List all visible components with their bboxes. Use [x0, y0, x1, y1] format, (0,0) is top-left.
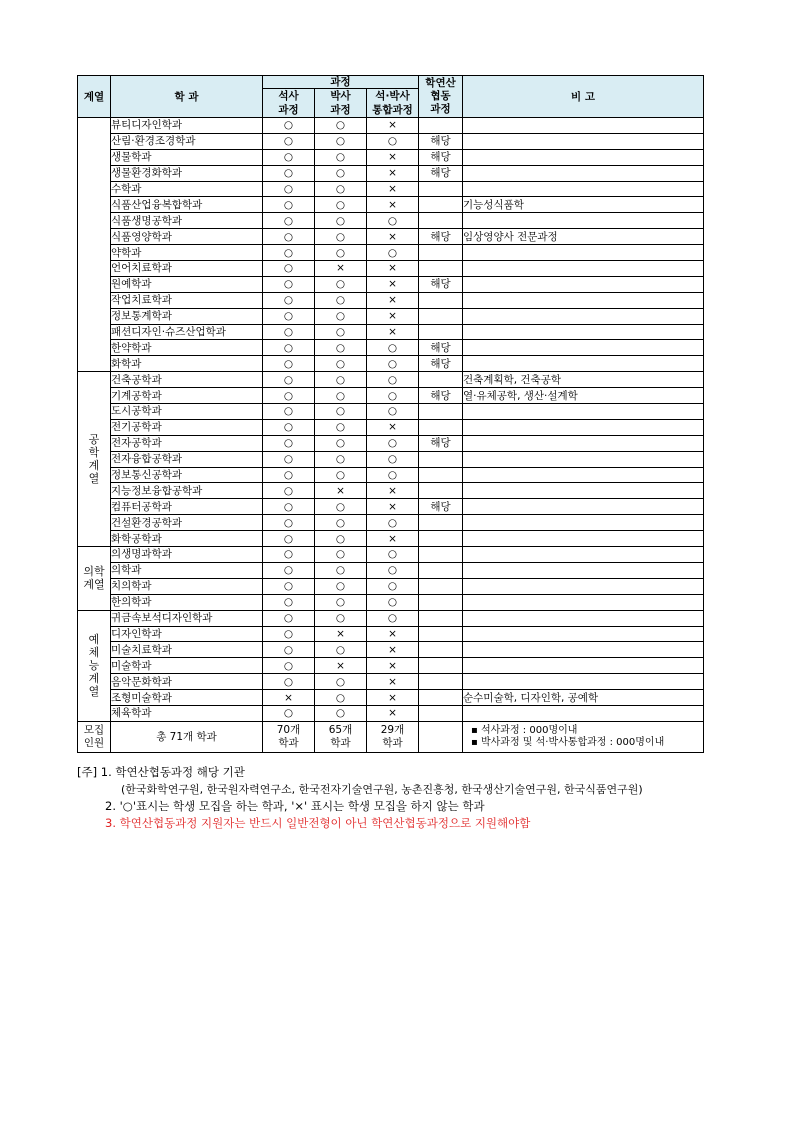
remark-cell [463, 149, 704, 165]
integrated-mark: × [367, 642, 419, 658]
master-mark: ○ [263, 578, 315, 594]
doctor-mark: ○ [315, 181, 367, 197]
table-row [78, 515, 704, 531]
dept-name: 음악문화학과 [111, 674, 263, 690]
master-mark: × [263, 690, 315, 706]
field-cell: 공학계열 [78, 372, 111, 547]
dept-name: 원예학과 [111, 276, 263, 292]
dept-name: 조형미술학과 [111, 690, 263, 706]
field-cell [78, 118, 111, 372]
master-mark: ○ [263, 356, 315, 372]
integrated-mark: × [367, 483, 419, 499]
doctor-mark: ○ [315, 435, 367, 451]
dept-name: 전자융합공학과 [111, 451, 263, 467]
integrated-mark: ○ [367, 388, 419, 404]
master-mark: ○ [263, 292, 315, 308]
dept-name: 체육학과 [111, 705, 263, 721]
footer-label: 모집인원 [78, 721, 111, 752]
doctor-mark: ○ [315, 356, 367, 372]
integrated-mark: ○ [367, 404, 419, 420]
coop-mark [419, 515, 463, 531]
coop-mark [419, 372, 463, 388]
table-row [78, 658, 704, 674]
table-row [78, 690, 704, 706]
doctor-mark: × [315, 483, 367, 499]
remark-cell [463, 165, 704, 181]
footer-master-count: 70개 학과 [263, 721, 315, 752]
master-mark: ○ [263, 324, 315, 340]
note-2: 2. '○'표시는 학생 모집을 하는 학과, '×' 표시는 학생 모집을 하지 않는 학과 [105, 799, 485, 813]
master-mark: ○ [263, 181, 315, 197]
master-mark: ○ [263, 642, 315, 658]
integrated-mark: × [367, 181, 419, 197]
dept-name: 약학과 [111, 245, 263, 261]
coop-mark [419, 308, 463, 324]
integrated-mark: ○ [367, 372, 419, 388]
master-mark: ○ [263, 213, 315, 229]
dept-name: 한의학과 [111, 594, 263, 610]
dept-name: 정보통신공학과 [111, 467, 263, 483]
dept-name: 기계공학과 [111, 388, 263, 404]
coop-mark: 해당 [419, 356, 463, 372]
doctor-mark: ○ [315, 499, 367, 515]
table-row [78, 229, 704, 245]
table-body [78, 118, 704, 722]
table-row [78, 245, 704, 261]
master-mark: ○ [263, 435, 315, 451]
master-mark: ○ [263, 372, 315, 388]
dept-name: 뷰티디자인학과 [111, 118, 263, 134]
table-row [78, 356, 704, 372]
integrated-mark: ○ [367, 213, 419, 229]
doctor-mark: ○ [315, 404, 367, 420]
course-group-header: 과정 [263, 76, 419, 89]
coop-header: 학연산 협동 과정 [419, 76, 463, 118]
footer-coop [419, 721, 463, 752]
doctor-mark: ○ [315, 515, 367, 531]
coop-mark [419, 451, 463, 467]
doctor-mark: ○ [315, 674, 367, 690]
remark-cell: 임상영양사 전문과정 [463, 229, 704, 245]
coop-mark [419, 419, 463, 435]
coop-mark [419, 626, 463, 642]
integrated-mark: × [367, 658, 419, 674]
remark-cell [463, 562, 704, 578]
remark-cell: 기능성식품학 [463, 197, 704, 213]
remarks-header: 비 고 [463, 76, 704, 118]
integrated-mark: × [367, 229, 419, 245]
table-row [78, 610, 704, 626]
master-mark: ○ [263, 261, 315, 277]
integrated-mark: × [367, 308, 419, 324]
table-row [78, 467, 704, 483]
table-row [78, 276, 704, 292]
coop-mark [419, 610, 463, 626]
master-mark: ○ [263, 340, 315, 356]
dept-name: 화학공학과 [111, 531, 263, 547]
doctor-mark: ○ [315, 245, 367, 261]
master-mark: ○ [263, 388, 315, 404]
remark-cell [463, 578, 704, 594]
master-mark: ○ [263, 499, 315, 515]
remark-cell [463, 181, 704, 197]
table-row [78, 213, 704, 229]
coop-mark [419, 562, 463, 578]
dept-name: 미술치료학과 [111, 642, 263, 658]
footer-total: 총 71개 학과 [111, 721, 263, 752]
integrated-mark: ○ [367, 435, 419, 451]
remark-cell [463, 594, 704, 610]
remark-cell [463, 467, 704, 483]
doctor-mark: ○ [315, 705, 367, 721]
master-mark: ○ [263, 133, 315, 149]
integrated-mark: ○ [367, 133, 419, 149]
coop-mark [419, 690, 463, 706]
remark-cell [463, 547, 704, 563]
doctor-mark: ○ [315, 292, 367, 308]
table-row [78, 594, 704, 610]
table-row [78, 578, 704, 594]
dept-name: 식품영양학과 [111, 229, 263, 245]
dept-name: 산림·환경조경학과 [111, 133, 263, 149]
dept-name: 전자공학과 [111, 435, 263, 451]
dept-name: 생물학과 [111, 149, 263, 165]
master-mark: ○ [263, 674, 315, 690]
remark-cell [463, 213, 704, 229]
master-mark: ○ [263, 276, 315, 292]
coop-mark [419, 467, 463, 483]
coop-mark: 해당 [419, 499, 463, 515]
remark-cell [463, 626, 704, 642]
master-mark: ○ [263, 165, 315, 181]
remark-cell [463, 261, 704, 277]
dept-name: 한약학과 [111, 340, 263, 356]
dept-name: 전기공학과 [111, 419, 263, 435]
table-row [78, 674, 704, 690]
dept-name: 작업치료학과 [111, 292, 263, 308]
table-row [78, 451, 704, 467]
doctor-mark: ○ [315, 690, 367, 706]
remark-cell [463, 531, 704, 547]
integrated-mark: ○ [367, 467, 419, 483]
remark-cell [463, 404, 704, 420]
field-cell: 예체능계열 [78, 610, 111, 721]
coop-mark: 해당 [419, 229, 463, 245]
remark-cell [463, 133, 704, 149]
table-row [78, 404, 704, 420]
integrated-mark: × [367, 690, 419, 706]
table-row [78, 292, 704, 308]
coop-mark: 해당 [419, 388, 463, 404]
doctor-mark: ○ [315, 451, 367, 467]
remark-cell [463, 705, 704, 721]
master-mark: ○ [263, 118, 315, 134]
doctor-mark: ○ [315, 149, 367, 165]
field-header: 계열 [78, 76, 111, 118]
doctor-mark: ○ [315, 372, 367, 388]
coop-mark [419, 245, 463, 261]
doctor-mark: ○ [315, 531, 367, 547]
footer-bullets [463, 721, 704, 752]
master-header: 석사 과정 [263, 89, 315, 118]
table-row [78, 562, 704, 578]
integrated-mark: × [367, 674, 419, 690]
table-row [78, 197, 704, 213]
doctor-mark: ○ [315, 419, 367, 435]
coop-mark [419, 658, 463, 674]
dept-name: 도시공학과 [111, 404, 263, 420]
master-mark: ○ [263, 658, 315, 674]
note-1-sub: (한국화학연구원, 한국원자력연구소, 한국전자기술연구원, 농촌진흥청, 한국생산기술연구원, 한국식품연구원) [121, 783, 643, 796]
footer-integrated-count: 29개 학과 [367, 721, 419, 752]
master-mark: ○ [263, 547, 315, 563]
master-mark: ○ [263, 245, 315, 261]
coop-mark: 해당 [419, 340, 463, 356]
master-mark: ○ [263, 626, 315, 642]
coop-mark [419, 197, 463, 213]
coop-mark [419, 118, 463, 134]
coop-mark: 해당 [419, 165, 463, 181]
remark-cell [463, 642, 704, 658]
integrated-mark: × [367, 197, 419, 213]
integrated-mark: × [367, 626, 419, 642]
master-mark: ○ [263, 229, 315, 245]
table-row [78, 133, 704, 149]
remark-cell [463, 435, 704, 451]
remark-cell [463, 499, 704, 515]
integrated-mark: × [367, 324, 419, 340]
table-row [78, 705, 704, 721]
master-mark: ○ [263, 419, 315, 435]
dept-name: 지능정보융합공학과 [111, 483, 263, 499]
doctor-mark: ○ [315, 133, 367, 149]
table-row [78, 388, 704, 404]
integrated-mark: ○ [367, 562, 419, 578]
dept-name: 패션디자인·슈즈산업학과 [111, 324, 263, 340]
table-row [78, 165, 704, 181]
coop-mark [419, 483, 463, 499]
master-mark: ○ [263, 483, 315, 499]
table-row [78, 531, 704, 547]
note-1: [주] 1. 학연산협동과정 해당 기관 [77, 765, 245, 779]
remark-cell: 열·유체공학, 생산·설계학 [463, 388, 704, 404]
dept-header: 학 과 [111, 76, 263, 118]
table-row [78, 483, 704, 499]
coop-mark [419, 674, 463, 690]
integrated-mark: ○ [367, 451, 419, 467]
table-row [78, 372, 704, 388]
coop-mark: 해당 [419, 133, 463, 149]
doctor-mark: ○ [315, 276, 367, 292]
doctor-mark: ○ [315, 547, 367, 563]
master-mark: ○ [263, 308, 315, 324]
remark-cell [463, 118, 704, 134]
integrated-mark: × [367, 276, 419, 292]
doctor-header: 박사 과정 [315, 89, 367, 118]
table-row [78, 626, 704, 642]
coop-mark [419, 261, 463, 277]
integrated-mark: × [367, 419, 419, 435]
master-mark: ○ [263, 197, 315, 213]
department-table [77, 75, 704, 753]
doctor-mark: ○ [315, 324, 367, 340]
integrated-mark: × [367, 261, 419, 277]
dept-name: 식품생명공학과 [111, 213, 263, 229]
master-mark: ○ [263, 562, 315, 578]
integrated-mark: ○ [367, 515, 419, 531]
doctor-mark: × [315, 261, 367, 277]
coop-mark [419, 213, 463, 229]
doctor-mark: ○ [315, 213, 367, 229]
remark-cell [463, 419, 704, 435]
table-row [78, 181, 704, 197]
remark-cell [463, 245, 704, 261]
footer-doctor-count: 65개 학과 [315, 721, 367, 752]
remark-cell [463, 451, 704, 467]
integrated-mark: × [367, 292, 419, 308]
coop-mark [419, 324, 463, 340]
dept-name: 정보통계학과 [111, 308, 263, 324]
doctor-mark: ○ [315, 118, 367, 134]
table-row [78, 642, 704, 658]
integrated-mark: ○ [367, 245, 419, 261]
integrated-mark: × [367, 118, 419, 134]
integrated-mark: ○ [367, 547, 419, 563]
dept-name: 미술학과 [111, 658, 263, 674]
doctor-mark: ○ [315, 165, 367, 181]
coop-mark [419, 642, 463, 658]
remark-cell [463, 292, 704, 308]
bullet-item: ▪ 박사과정 및 석·박사통합과정 : 000명이내 [471, 736, 665, 748]
integrated-mark: × [367, 149, 419, 165]
remark-cell [463, 276, 704, 292]
master-mark: ○ [263, 705, 315, 721]
table-row [78, 118, 704, 134]
note-3-warning: 3. 학연산협동과정 지원자는 반드시 일반전형이 아닌 학연산협동과정으로 지원해야함 [105, 816, 531, 830]
coop-mark [419, 578, 463, 594]
master-mark: ○ [263, 594, 315, 610]
dept-name: 의학과 [111, 562, 263, 578]
remark-cell [463, 356, 704, 372]
table-row [78, 308, 704, 324]
remark-cell [463, 515, 704, 531]
coop-mark: 해당 [419, 276, 463, 292]
integrated-mark: ○ [367, 356, 419, 372]
master-mark: ○ [263, 467, 315, 483]
footer-row [78, 721, 704, 752]
dept-name: 생물환경화학과 [111, 165, 263, 181]
table-row [78, 324, 704, 340]
integrated-mark: ○ [367, 578, 419, 594]
integrated-header: 석·박사 통합과정 [367, 89, 419, 118]
master-mark: ○ [263, 610, 315, 626]
table-row [78, 419, 704, 435]
dept-name: 치의학과 [111, 578, 263, 594]
table-row [78, 499, 704, 515]
dept-name: 건설환경공학과 [111, 515, 263, 531]
footnotes [77, 764, 717, 832]
coop-mark [419, 404, 463, 420]
remark-cell [463, 308, 704, 324]
dept-name: 건축공학과 [111, 372, 263, 388]
coop-mark [419, 594, 463, 610]
doctor-mark: ○ [315, 229, 367, 245]
doctor-mark: ○ [315, 308, 367, 324]
table-row [78, 149, 704, 165]
master-mark: ○ [263, 149, 315, 165]
doctor-mark: ○ [315, 197, 367, 213]
doctor-mark: ○ [315, 610, 367, 626]
table-row [78, 340, 704, 356]
doctor-mark: ○ [315, 467, 367, 483]
doctor-mark: ○ [315, 642, 367, 658]
remark-cell [463, 658, 704, 674]
dept-name: 화학과 [111, 356, 263, 372]
master-mark: ○ [263, 451, 315, 467]
remark-cell: 건축계획학, 건축공학 [463, 372, 704, 388]
integrated-mark: ○ [367, 610, 419, 626]
dept-name: 디자인학과 [111, 626, 263, 642]
remark-cell [463, 340, 704, 356]
dept-name: 언어치료학과 [111, 261, 263, 277]
integrated-mark: × [367, 705, 419, 721]
table-row [78, 261, 704, 277]
dept-name: 의생명과학과 [111, 547, 263, 563]
coop-mark [419, 181, 463, 197]
doctor-mark: ○ [315, 388, 367, 404]
integrated-mark: ○ [367, 594, 419, 610]
dept-name: 수학과 [111, 181, 263, 197]
integrated-mark: × [367, 165, 419, 181]
doctor-mark: ○ [315, 340, 367, 356]
dept-name: 귀금속보석디자인학과 [111, 610, 263, 626]
remark-cell [463, 483, 704, 499]
integrated-mark: × [367, 531, 419, 547]
table-row [78, 435, 704, 451]
doctor-mark: ○ [315, 562, 367, 578]
table-row [78, 547, 704, 563]
coop-mark [419, 547, 463, 563]
remark-cell [463, 674, 704, 690]
coop-mark: 해당 [419, 149, 463, 165]
doctor-mark: ○ [315, 578, 367, 594]
coop-mark [419, 292, 463, 308]
doctor-mark: × [315, 658, 367, 674]
dept-name: 컴퓨터공학과 [111, 499, 263, 515]
coop-mark [419, 705, 463, 721]
remark-cell: 순수미술학, 디자인학, 공예학 [463, 690, 704, 706]
coop-mark [419, 531, 463, 547]
bullet-item: ▪ 석사과정 : 000명이내 [471, 724, 578, 736]
doctor-mark: × [315, 626, 367, 642]
remark-cell [463, 324, 704, 340]
master-mark: ○ [263, 531, 315, 547]
doctor-mark: ○ [315, 594, 367, 610]
field-cell: 의학계열 [78, 547, 111, 611]
integrated-mark: × [367, 499, 419, 515]
master-mark: ○ [263, 404, 315, 420]
coop-mark: 해당 [419, 435, 463, 451]
integrated-mark: ○ [367, 340, 419, 356]
dept-name: 식품산업융복합학과 [111, 197, 263, 213]
remark-cell [463, 610, 704, 626]
master-mark: ○ [263, 515, 315, 531]
